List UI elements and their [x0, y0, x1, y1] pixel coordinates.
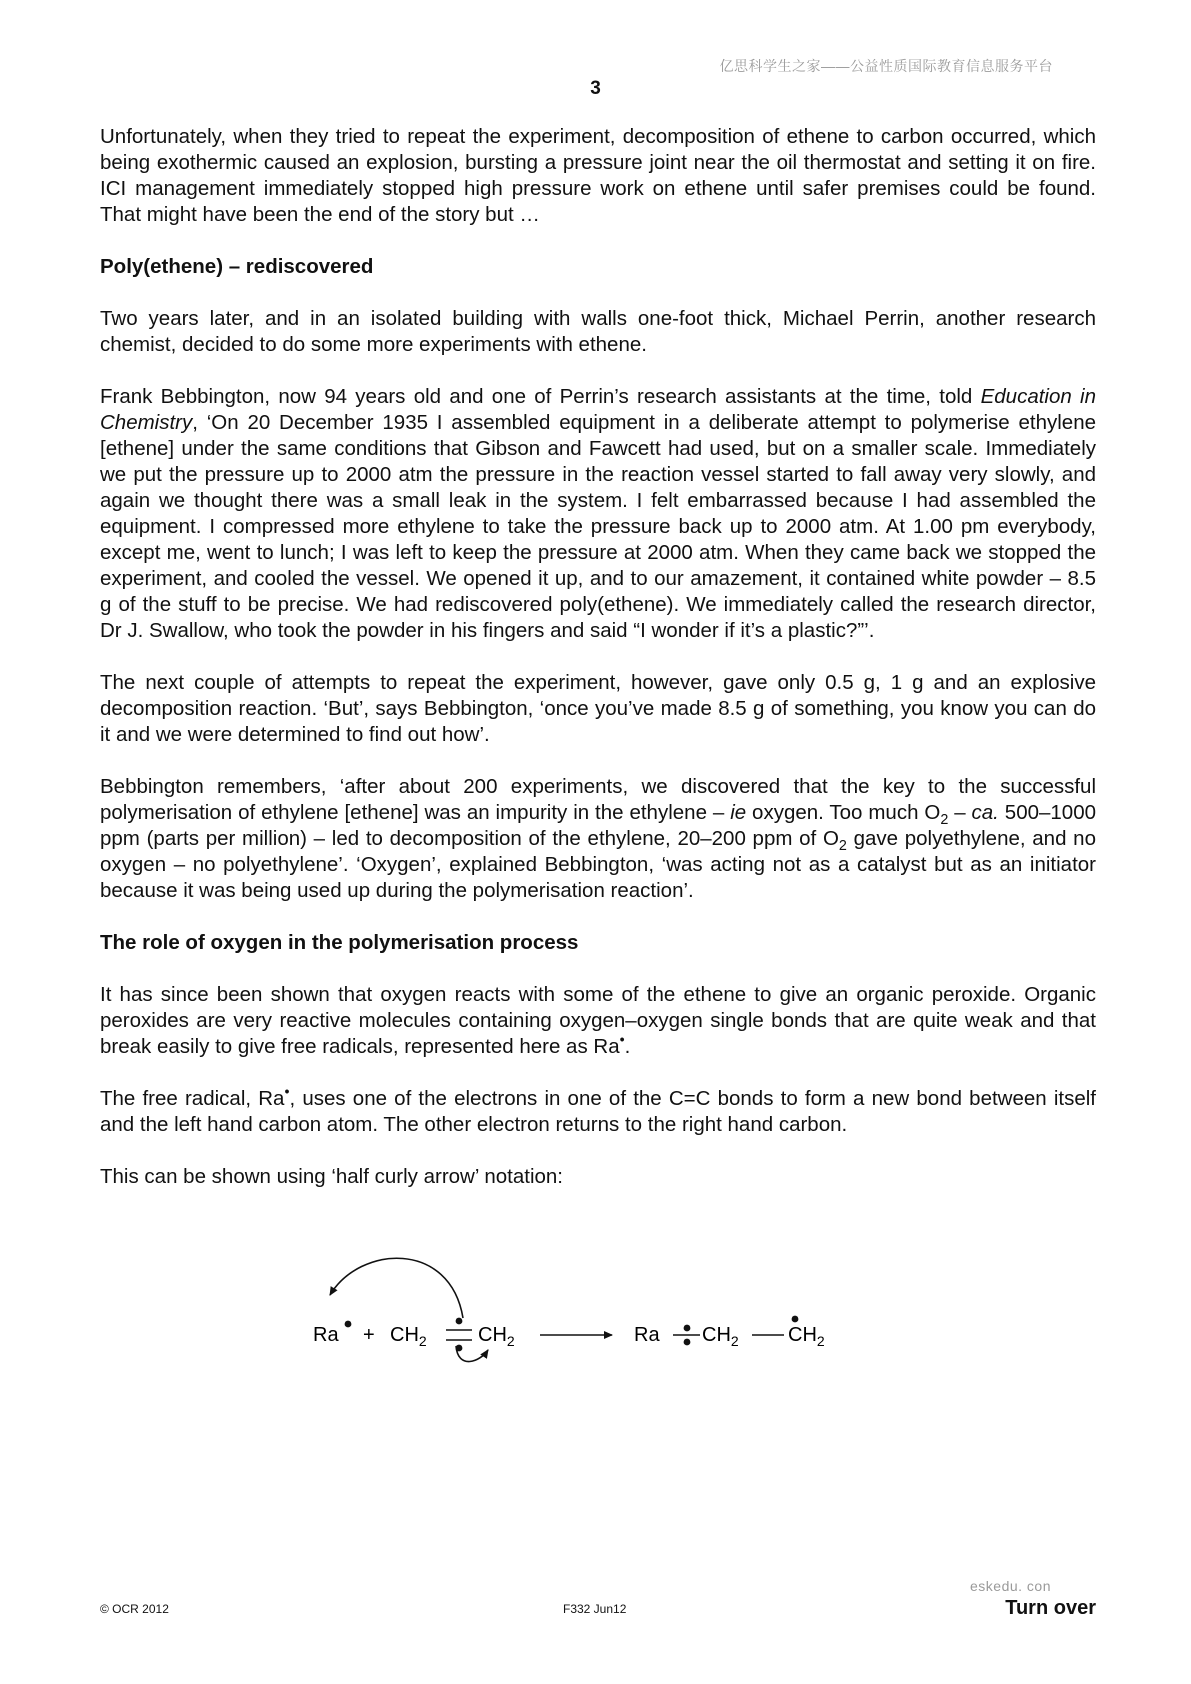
- paragraph-3-a: Frank Bebbington, now 94 years old and one of Perrin’s research assistants at the time, told: [100, 385, 981, 408]
- header-watermark: 亿思科学生之家——公益性质国际教育信息服务平台: [719, 58, 1053, 74]
- heading-role-of-oxygen: The role of oxygen in the polymerisation process: [100, 931, 579, 954]
- paragraph-2: Two years later, and in an isolated building with walls one-foot thick, Michael Perrin, another research chemist, decided to do some more experiments with ethene.: [100, 307, 1096, 356]
- paragraph-5-c: –: [948, 801, 972, 824]
- radical-dot-superscript: •: [619, 1032, 625, 1049]
- turn-over-label: Turn over: [1005, 1597, 1096, 1619]
- paragraph-7: [100, 1086, 1096, 1138]
- paragraph-5: [100, 774, 1096, 904]
- paragraph-6-a: It has since been shown that oxygen reacts with some of the ethene to give an organic peroxide. Organic peroxides are very reactive molecules containing oxygen–oxygen single bonds that are quite weak and that break easily to give free radicals, represented here as Ra: [100, 983, 1096, 1058]
- reactant-ch2-right: $CH_2$: [478, 1324, 515, 1349]
- paragraph-5-a: Bebbington remembers, ‘after about 200 experiments, we discovered that the key to the successful polymerisation of ethylene [ethene] was an impurity in the ethylene –: [100, 775, 1096, 824]
- reactant-ra: Ra: [313, 1324, 339, 1346]
- paragraph-3: [100, 384, 1096, 644]
- plus-sign: +: [363, 1324, 375, 1346]
- electron-dot-icon: [456, 1345, 463, 1352]
- product-ra: Ra: [634, 1324, 660, 1346]
- radical-dot-superscript-2: •: [284, 1084, 290, 1101]
- o2-subscript-1: 2: [940, 812, 949, 829]
- footer-watermark: eskedu. con: [970, 1578, 1051, 1594]
- ca-italic: ca.: [971, 801, 999, 824]
- paragraph-5-e: gave polyethylene, and no oxygen – no polyethylene’. ‘Oxygen’, explained Bebbington, ‘was acting not as a catalyst but as an initiator because it was being used up during the polymerisation reaction’.: [100, 827, 1096, 902]
- o2-subscript-2: 2: [838, 838, 847, 855]
- ie-italic: ie: [730, 801, 747, 824]
- product-ch2-left: $CH_2$: [702, 1324, 739, 1349]
- bond-electron-dot-icon: [684, 1325, 691, 1332]
- half-curly-arrow-diagram: [300, 1250, 900, 1370]
- product-radical-dot-icon: [792, 1316, 799, 1323]
- page-number: 3: [590, 78, 601, 99]
- paragraph-6: [100, 982, 1096, 1060]
- bond-electron-dot-icon: [684, 1339, 691, 1346]
- reactant-ch2-left: $CH_2$: [390, 1324, 427, 1349]
- heading-rediscovered: Poly(ethene) – rediscovered: [100, 255, 374, 278]
- paragraph-6-b: .: [624, 1035, 631, 1058]
- electron-dot-icon: [456, 1318, 463, 1325]
- copyright: © OCR 2012: [100, 1602, 169, 1616]
- paragraph-5-b: oxygen. Too much O: [746, 801, 941, 824]
- document-body: [100, 124, 1096, 1216]
- paragraph-4: The next couple of attempts to repeat the experiment, however, gave only 0.5 g, 1 g and an explosive decomposition reaction. ‘But’, says Bebbington, ‘once you’ve made 8.5 g of something, you know you can do it and we were determined to find out how’.: [100, 671, 1096, 746]
- paragraph-5-d: 500–1000 ppm (parts per million) – led to decomposition of the ethylene, 20–200 ppm of O: [100, 801, 1097, 850]
- paragraph-7-b: , uses one of the electrons in one of the C=C bonds to form a new bond between itself and the left hand carbon atom. The other electron returns to the right hand carbon.: [100, 1087, 1096, 1136]
- product-ch2-right: $CH_2$: [788, 1324, 825, 1349]
- radical-dot-icon: [345, 1321, 352, 1328]
- paper-code: F332 Jun12: [563, 1602, 627, 1616]
- paragraph-7-a: The free radical, Ra: [100, 1087, 285, 1110]
- paragraph-1: Unfortunately, when they tried to repeat the experiment, decomposition of ethene to carbon occurred, which being exothermic caused an explosion, bursting a pressure joint near the oil thermostat and setting it on fire. ICI management immediately stopped high pressure work on ethene until safer premises could be found. That might have been the end of the story but …: [100, 125, 1096, 226]
- journal-title: Education in Chemistry: [100, 385, 1096, 434]
- paragraph-3-b: , ‘On 20 December 1935 I assembled equipment in a deliberate attempt to polymerise ethylene [ethene] under the same conditions that Gibson and Fawcett had used, but on a smaller scale. Immediately we put the pressure up to 2000 atm the pressure in the reaction vessel started to fall away very slowly, and again we thought there was a small leak in the system. I felt embarrassed because I had assembled the equipment. I compressed more ethylene to take the pressure back up to 2000 atm. At 1.00 pm everybody, except me, went to lunch; I was left to keep the pressure at 2000 atm. When they came back we stopped the experiment, and cooled the vessel. We opened it up, and to our amazement, it contained white powder – 8.5 g of the stuff to be precise. We had rediscovered poly(ethene). We immediately called the research director, Dr J. Swallow, who took the powder in his fingers and said “I wonder if it’s a plastic?”’.: [100, 411, 1096, 642]
- half-curly-arrow-icon: [330, 1258, 463, 1318]
- paragraph-8: This can be shown using ‘half curly arrow’ notation:: [100, 1165, 564, 1188]
